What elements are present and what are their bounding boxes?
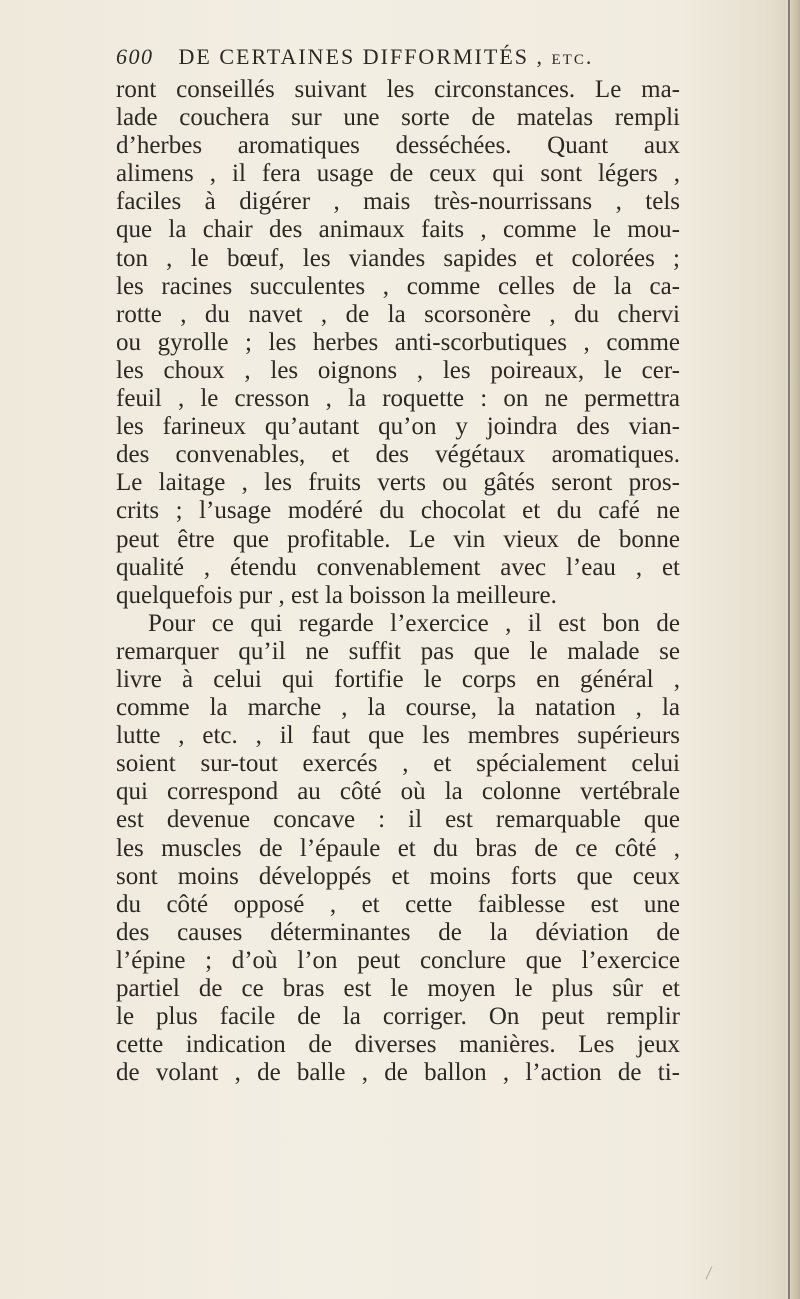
text-line: ton , le bœuf, les viandes sapides et colorées ;: [116, 244, 680, 272]
text-line: soient sur-tout exercés , et spécialement celui: [116, 750, 680, 778]
text-line: livre à celui qui fortifie le corps en général ,: [116, 665, 680, 693]
text-line: rotte , du navet , de la scorsonère , du chervi: [116, 300, 680, 328]
pencil-mark: [706, 1266, 722, 1283]
text-line: les choux , les oignons , les poireaux, le cer-: [116, 356, 680, 384]
text-line: comme la marche , la course, la natation , la: [116, 694, 680, 722]
text-line: les racines succulentes , comme celles de la ca-: [116, 272, 680, 300]
text-line: le plus facile de la corriger. On peut remplir: [116, 1003, 680, 1031]
text-line: Pour ce qui regarde l’exercice , il est bon de: [148, 609, 680, 637]
text-line: des convenables, et des végétaux aromatiques.: [116, 441, 680, 469]
text-line: lutte , etc. , il faut que les membres supérieurs: [116, 722, 680, 750]
text-line: ou gyrolle ; les herbes anti-scorbutiques , comme: [116, 328, 680, 356]
text-line: qui correspond au côté où la colonne vertébrale: [116, 778, 680, 806]
text-line: sont moins développés et moins forts que ceux: [116, 862, 680, 890]
text-line: peut être que profitable. Le vin vieux de bonne: [116, 525, 680, 553]
text-line: partiel de ce bras est le moyen le plus sûr et: [116, 975, 680, 1002]
page-number: 600: [116, 44, 154, 69]
text-line: de volant , de balle , de ballon , l’action de ti-: [116, 1059, 680, 1087]
text-line: que la chair des animaux faits , comme le mou-: [116, 216, 680, 244]
binding-shadow: [788, 0, 790, 1299]
body-text: [116, 76, 680, 1087]
text-line: qualité , étendu convenablement avec l’eau , et: [116, 553, 680, 581]
text-line: alimens , il fera usage de ceux qui sont légers ,: [116, 160, 680, 188]
text-line: l’épine ; d’où l’on peut conclure que l’exercice: [116, 946, 680, 974]
text-line: ront conseillés suivant les circonstances. Le ma-: [116, 76, 680, 103]
text-line: cette indication de diverses manières. Les jeux: [116, 1031, 680, 1059]
text-line: crits ; l’usage modéré du chocolat et du café ne: [116, 497, 680, 525]
text-line: du côté opposé , et cette faiblesse est une: [116, 890, 680, 918]
text-line: remarquer qu’il ne suffit pas que le malade se: [116, 637, 680, 665]
text-line: Le laitage , les fruits verts ou gâtés seront pros-: [116, 469, 680, 497]
text-line: feuil , le cresson , la roquette : on ne permettra: [116, 385, 680, 413]
text-line: des causes déterminantes de la déviation de: [116, 918, 680, 946]
text-line: faciles à digérer , mais très-nourrissans , tels: [116, 188, 680, 216]
page-header: [116, 44, 676, 76]
text-line: d’herbes aromatiques desséchées. Quant aux: [116, 132, 680, 160]
text-line: est devenue concave : il est remarquable que: [116, 806, 680, 834]
text-line: les muscles de l’épaule et du bras de ce côté ,: [116, 834, 680, 862]
text-line: lade couchera sur une sorte de matelas rempli: [116, 104, 680, 132]
running-head: DE CERTAINES DIFFORMITÉS , etc.: [178, 44, 594, 69]
text-line: les farineux qu’autant qu’on y joindra des vian-: [116, 413, 680, 441]
text-line: quelquefois pur , est la boisson la meilleure.: [116, 581, 557, 609]
